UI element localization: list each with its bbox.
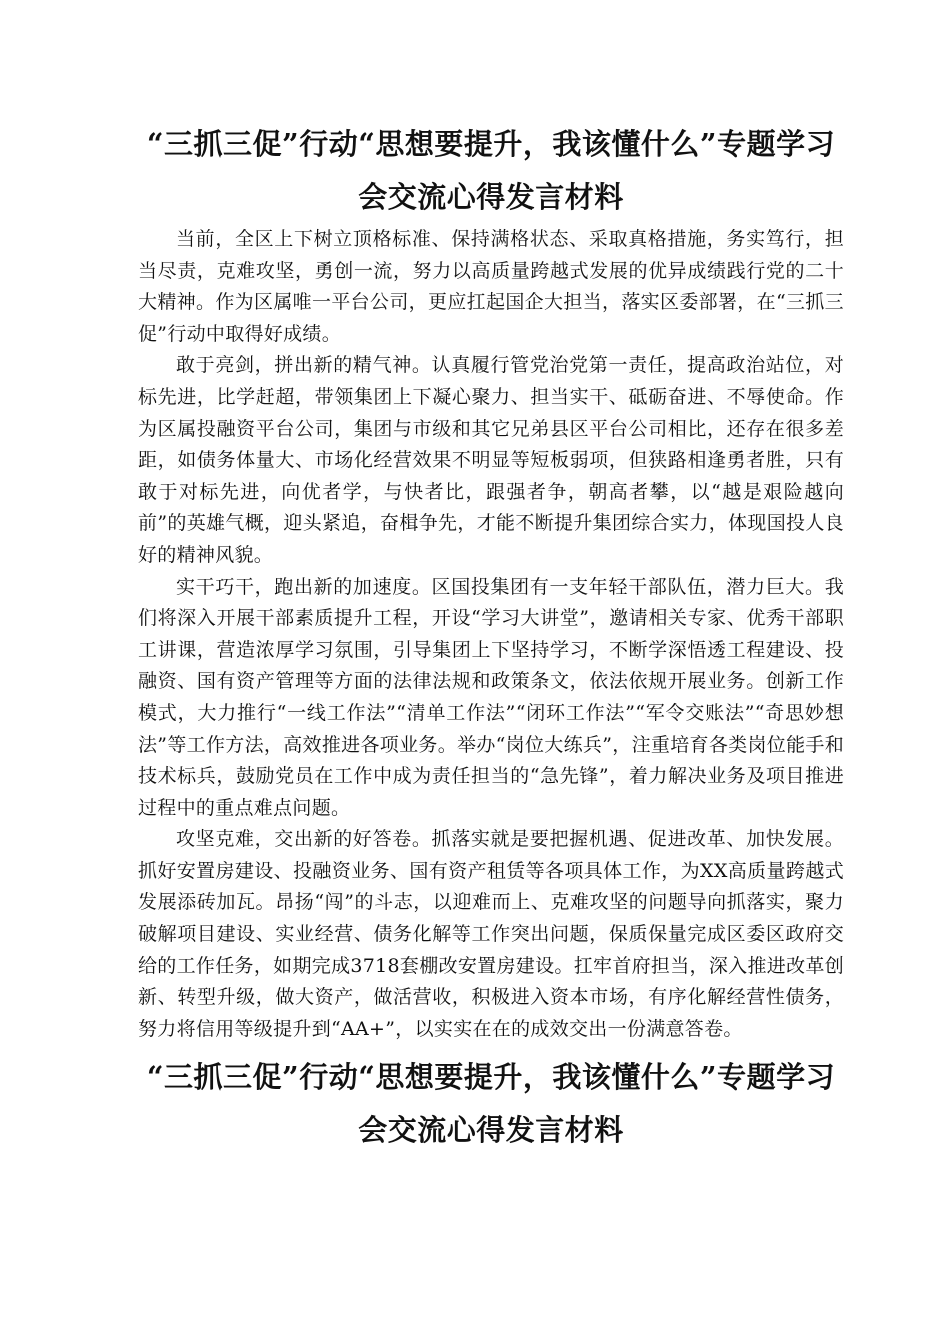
paragraph-spirit: 敢于亮剑，拼出新的精气神。认真履行管党治党第一责任，提高政治站位，对标先进，比学赶超，带领集团上下凝心聚力、担当实干、砥砺奋进、不辱使命。作为区属投融资平台公司，集团与市级和其它兄弟县区平台公司相比，还存在很多差距，如债务体量大、市场化经营效果不明显等短板弱项，但狭路相逢勇者胜，只有敢于对标先进，向优者学，与快者比，跟强者争，朝高者攀，以“越是艰险越向前”的英雄气概，迎头紧追，奋楫争先，才能不断提升集团综合实力，体现国投人良好的精神风貌。 [138, 354, 844, 566]
paragraph-intro: 当前，全区上下树立顶格标准、保持满格状态、采取真格措施，务实笃行，担当尽责，克难攻坚，勇创一流，努力以高质量跨越式发展的优异成绩践行党的二十大精神。作为区属唯一平台公司，更应扛起国企大担当，落实区委部署，在“三抓三促”行动中取得好成绩。 [138, 228, 844, 345]
paragraph-answer: 攻坚克难，交出新的好答卷。抓落实就是要把握机遇、促进改革、加快发展。抓好安置房建设、投融资业务、国有资产租赁等各项具体工作，为XX高质量跨越式发展添砖加瓦。昂扬“闯”的斗志，以迎难而上、克难攻坚的问题导向抓落实，聚力破解项目建设、实业经营、债务化解等工作突出问题，保质保量完成区委区政府交给的工作任务，如期完成3718套棚改安置房建设。扛牢首府担当，深入推进改革创新、转型升级，做大资产，做活营收，积极进入资本市场，有序化解经营性债务，努力将信用等级提升到“AA+”，以实实在在的成效交出一份满意答卷。 [138, 828, 844, 1040]
paragraph-speed: 实干巧干，跑出新的加速度。区国投集团有一支年轻干部队伍，潜力巨大。我们将深入开展干部素质提升工程，开设“学习大讲堂”，邀请相关专家、优秀干部职工讲课，营造浓厚学习氛围，引导集团上下坚持学习，不断学深悟透工程建设、投融资、国有资产管理等方面的法律法规和政策条文，依法依规开展业务。创新工作模式，大力推行“一线工作法”“清单工作法”“闭环工作法”“军令交账法”“奇思妙想法”等工作方法，高效推进各项业务。举办“岗位大练兵”，注重培育各类岗位能手和技术标兵，鼓励党员在工作中成为责任担当的“急先锋”，着力解决业务及项目推进过程中的重点难点问题。 [138, 575, 844, 819]
repeated-document-title: “三抓三促”行动“思想要提升，我该懂什么”专题学习会交流心得发言材料 [146, 1060, 836, 1148]
document-title: “三抓三促”行动“思想要提升，我该懂什么”专题学习会交流心得发言材料 [146, 127, 836, 214]
document-body [138, 118, 844, 1157]
